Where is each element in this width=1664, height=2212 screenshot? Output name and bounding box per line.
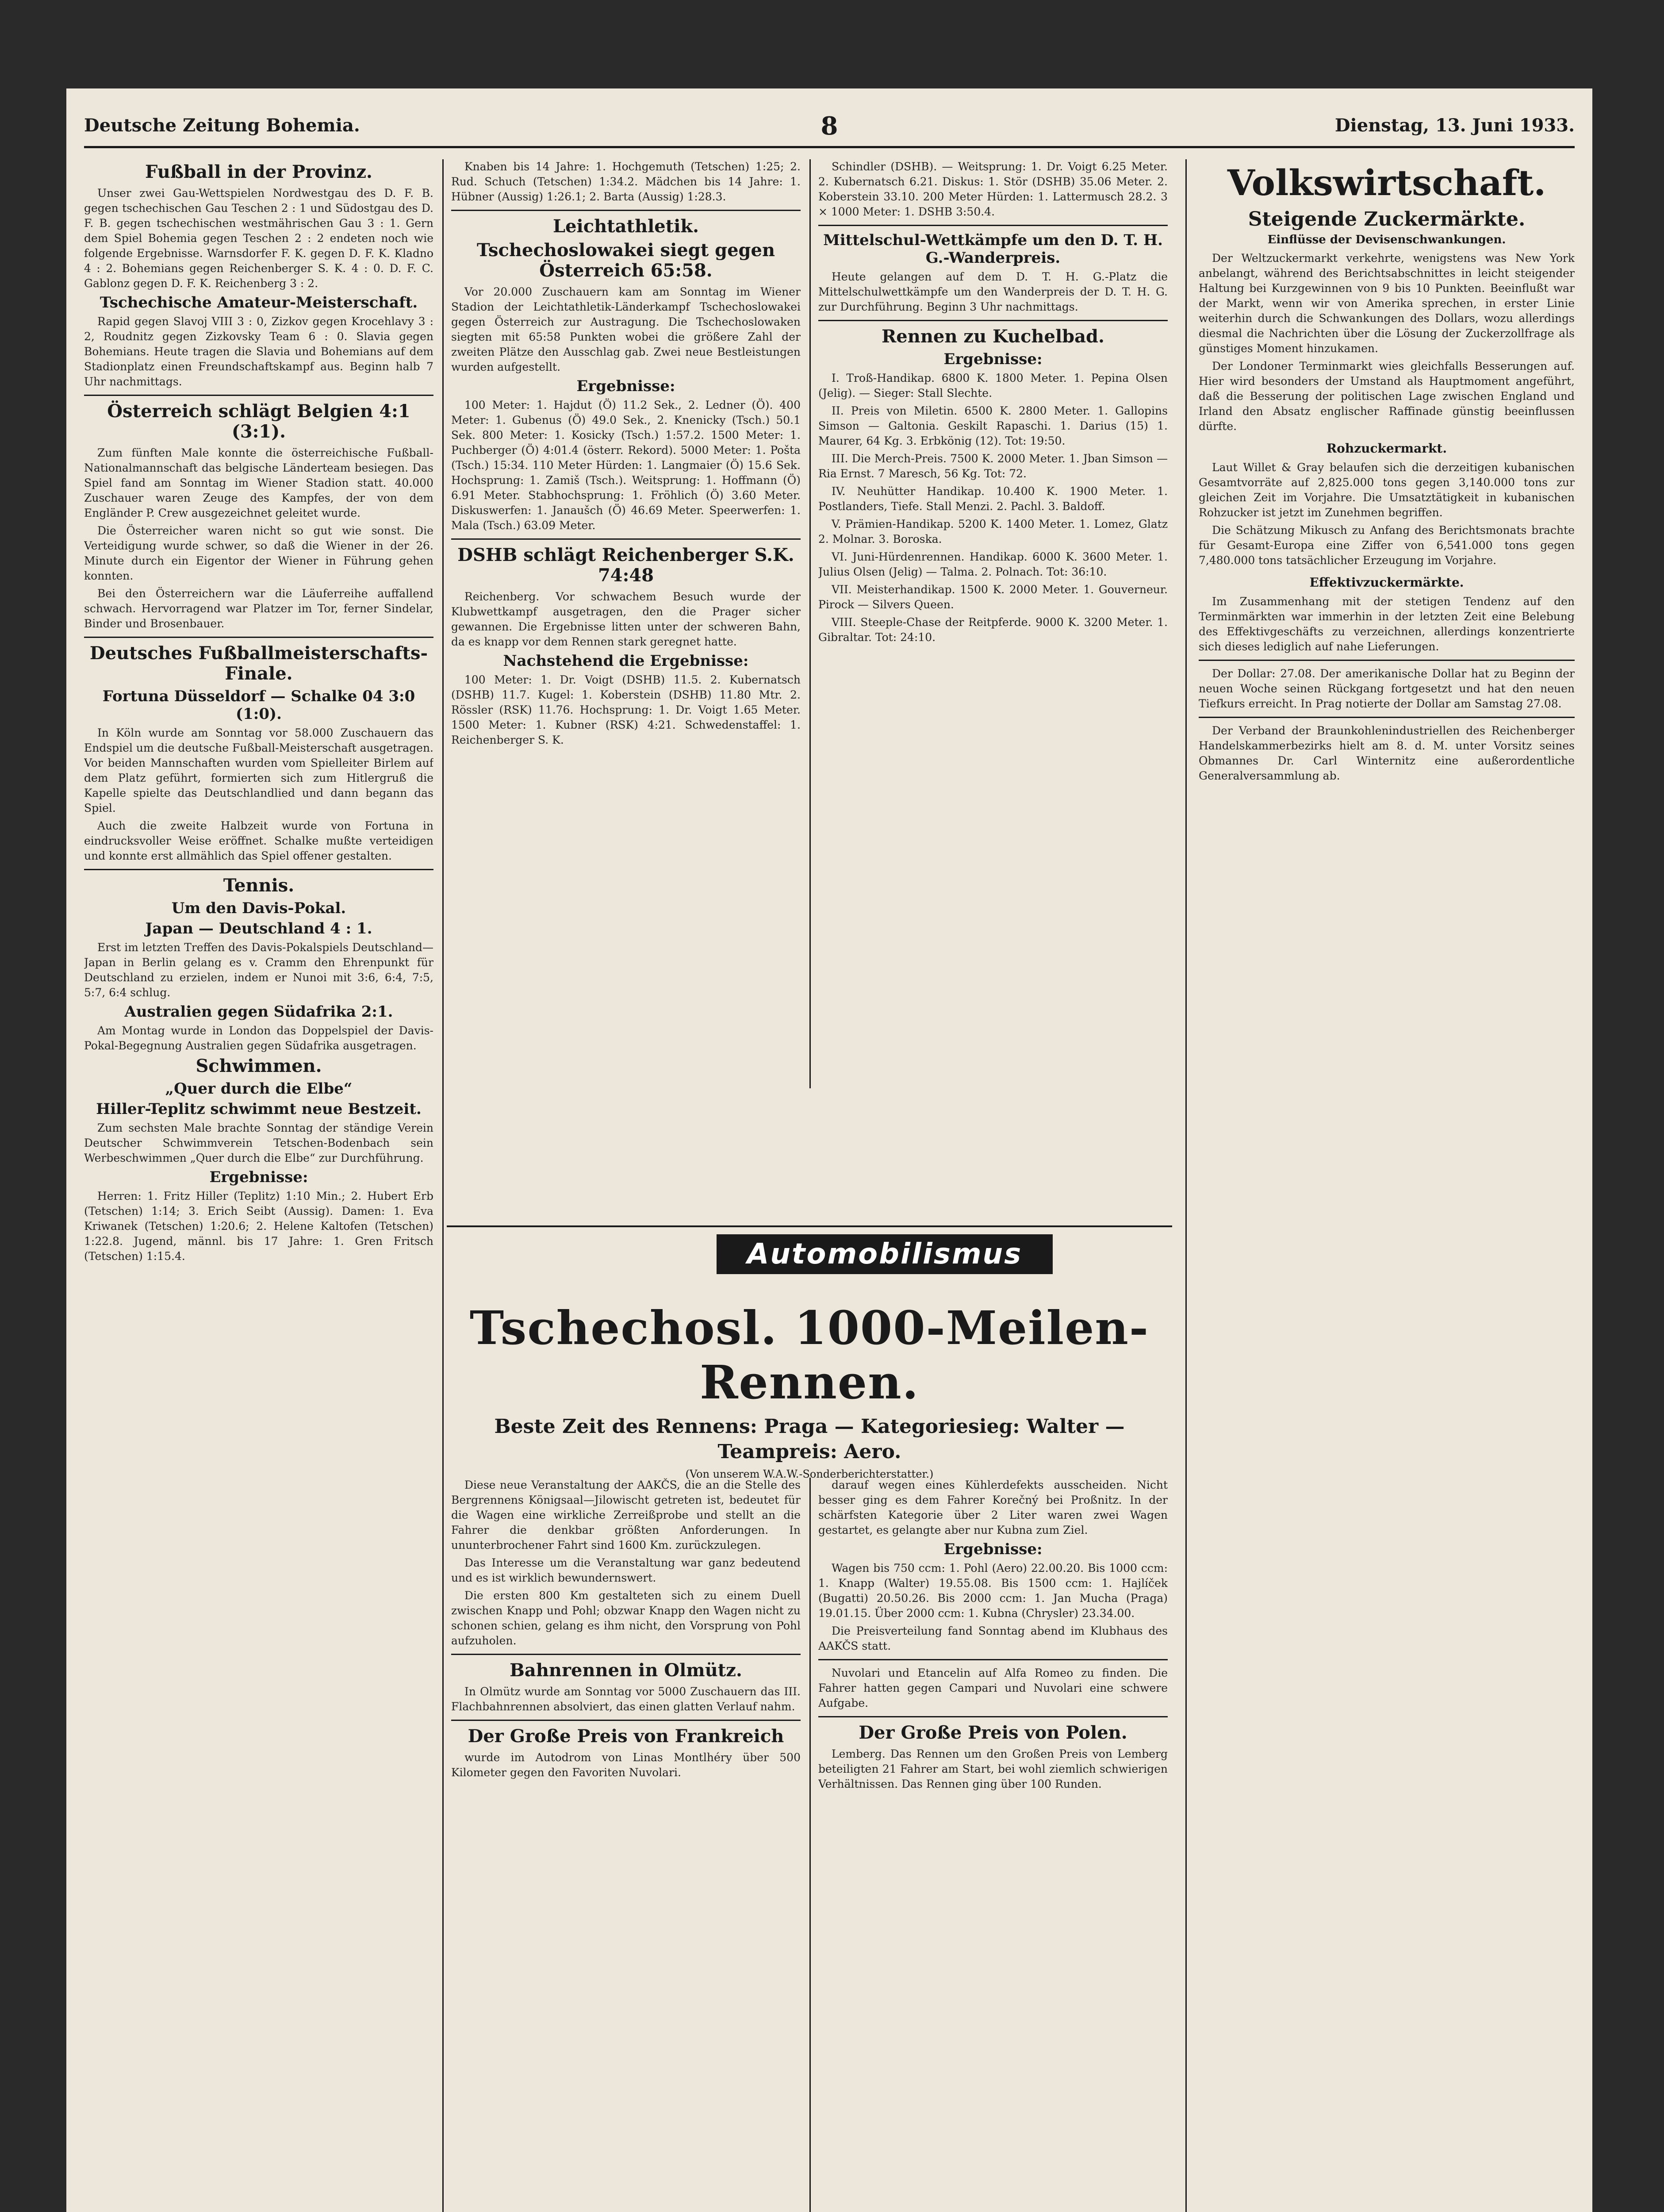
article-text: VIII. Steeple-Chase der Reitpferde. 9000 K. 3200 Meter. 1. Gibraltar. Tot: 24:10. — [818, 616, 1168, 644]
article-text: VII. Meisterhandikap. 1500 K. 2000 Meter. 1. Gouverneur. Pirock — Silvers Queen. — [818, 583, 1168, 611]
newspaper-page — [66, 88, 1592, 2212]
separator — [818, 225, 1168, 226]
subheadline: Australien gegen Südafrika 2:1. — [124, 1003, 393, 1021]
section-banner: Automobilismus — [717, 1234, 1053, 1274]
headline: Bahnrennen in Olmütz. — [510, 1660, 742, 1681]
subheadline: „Quer durch die Elbe“ — [165, 1080, 353, 1098]
separator — [451, 210, 801, 211]
subheadline: Um den Davis-Pokal. — [171, 899, 346, 917]
article-text: Laut Willet & Gray belaufen sich die derzeitigen kubanischen Gesamtvorräte auf 2,825.000 tons gegen 3,140.000 tons zur gleichen Zeit im Vorjahre. Die Umsatztätigkeit in kubanischen Rohzucker ist jetzt im Zunehmen begriffen. — [1199, 461, 1575, 519]
separator — [818, 320, 1168, 321]
newspaper-name: Deutsche Zeitung Bohemia. — [84, 115, 360, 136]
article-text: Diese neue Veranstaltung der AAKČS, die an die Stelle des Bergrennens Königsaal—Jilowischt getreten ist, bedeutet für die Wagen eine wirkliche Zerreißprobe und stellt an die Fahrer die denkbar größten Anforderungen. In ununterbrochener Fahrt sind 1600 Km. zurückzulegen. — [451, 1479, 801, 1551]
subheadline: Nachstehend die Ergebnisse: — [503, 652, 749, 670]
separator — [818, 1716, 1168, 1717]
article-text: Der Londoner Terminmarkt wies gleichfalls Besserungen auf. Hier wird besonders der Umstand als Hauptmoment angeführt, daß die Besserung der politischen Lage zwischen England und Irland den Absatz englischer Raffinade günstig beeinflussen dürfte. — [1199, 360, 1575, 433]
article-text: V. Prämien-Handikap. 5200 K. 1400 Meter. 1. Lomez, Glatz 2. Molnar. 3. Boroska. — [818, 518, 1168, 545]
article-text: III. Die Merch-Preis. 7500 K. 2000 Meter. 1. Jban Simson — Ria Ernst. 7 Maresch, 56 Kg. Tot: 72. — [818, 452, 1168, 480]
subheadline: Tschechische Amateur-Meisterschaft. — [100, 294, 418, 311]
article-text: Die Preisverteilung fand Sonntag abend im Klubhaus des AAKČS statt. — [818, 1624, 1168, 1652]
article-text: In Olmütz wurde am Sonntag vor 5000 Zuschauern das III. Flachbahnrennen absolviert, das einen glatten Verlauf nahm. — [451, 1685, 801, 1713]
separator — [1199, 717, 1575, 718]
page-header — [84, 111, 1575, 142]
article-text: Erst im letzten Treffen des Davis-Pokalspiels Deutschland—Japan in Berlin gelang es v. Cramm den Ehrenpunkt für Deutschland zu erzielen, indem er Nunoi mit 3:6, 6:4, 7:5, 5:7, 6:4 schlug. — [84, 941, 433, 999]
separator — [84, 869, 433, 870]
headline: Tschechosl. 1000-Meilen-Rennen. — [469, 1301, 1150, 1409]
headline: Deutsches Fußballmeisterschafts-Finale. — [89, 643, 428, 684]
separator — [451, 1654, 801, 1655]
subheadline: Hiller-Teplitz schwimmt neue Bestzeit. — [96, 1100, 422, 1118]
article-text: Bei den Österreichern war die Läuferreihe auffallend schwach. Hervorragend war Platzer im Tor, ferner Sindelar, Binder und Brosenbauer. — [84, 587, 433, 630]
article-text: Reichenberg. Vor schwachem Besuch wurde der Klubwettkampf ausgetragen, den die Prager sicher gewannen. Die Ergebnisse litten unter der schweren Bahn, da es knapp vor dem Rennen stark geregnet hatte. — [451, 590, 801, 648]
headline: Rennen zu Kuchelbad. — [882, 326, 1104, 347]
article-text: Die Österreicher waren nicht so gut wie sonst. Die Verteidigung wurde schwer, so daß die Wiener in der 26. Minute durch ein Eigentor der Wiener in Führung gehen konnten. — [84, 524, 433, 582]
subheadline: Japan — Deutschland 4 : 1. — [145, 920, 372, 937]
subheadline: Ergebnisse: — [576, 377, 675, 395]
article-text: Zum sechsten Male brachte Sonntag der ständige Verein Deutscher Schwimmverein Tetschen-Bodenbach sein Werbeschwimmen „Quer durch die Elbe“ zur Durchführung. — [84, 1121, 433, 1164]
article-text: Heute gelangen auf dem D. T. H. G.-Platz die Mittelschulwettkämpfe um den Wanderpreis der D. T. H. G. zur Durchführung. Beginn 3 Uhr nachmittags. — [818, 270, 1168, 313]
column-sport-1 — [84, 159, 433, 2212]
separator — [84, 637, 433, 638]
article-text: 100 Meter: 1. Dr. Voigt (DSHB) 11.5. 2. Kubernatsch (DSHB) 11.7. Kugel: 1. Koberstein (DSHB) 11.80 Mtr. 2. Rössler (RSK) 11.76. Hochsprung: 1. Dr. Voigt 1.65 Meter. 1500 Meter: 1. Kubner (RSK) 4:21. Schwedenstaffel: 1. Reichenberger S. K. — [451, 673, 801, 746]
article-text: In Köln wurde am Sonntag vor 58.000 Zuschauern das Endspiel um die deutsche Fußball-Meisterschaft ausgetragen. Vor beiden Mannschaften wurden vom Spielleiter Birlem auf dem Platz geführt, formierten sich zum Hitlergruß die Kapelle spielte das Deutschlandlied und dann begann das Spiel. — [84, 726, 433, 814]
article-text: VI. Juni-Hürdenrennen. Handikap. 6000 K. 3600 Meter. 1. Julius Olsen (Jelig) — Talma. 2. Polnach. Tot: 36:10. — [818, 550, 1168, 578]
article-text: 100 Meter: 1. Hajdut (Ö) 11.2 Sek., 2. Ledner (Ö). 400 Meter: 1. Gubenus (Ö) 49.0 Sek., 2. Knenicky (Tsch.) 50.1 Sek. 800 Meter: 1. Kosicky (Tsch.) 1:57.2. 1500 Meter: 1. Puchberger (Ö) 4:01.4 (österr. Rekord). 5000 Meter: 1. Pošta (Tsch.) 15:34. 110 Meter Hürden: 1. Langmaier (Ö) 15.6 Sek. Hochsprung: 1. Zamiš (Tsch.). Weitsprung: 1. Hoffmann (Ö) 6.91 Meter. Stabhochsprung: 1. Fröhlich (Ö) 3.60 Meter. Diskuswerfen: 1. Janaušch (Ö) 46.69 Meter. Speerwerfen: 1. Mala (Tsch.) 63.09 Meter. — [451, 399, 801, 532]
article-text: Wagen bis 750 ccm: 1. Pohl (Aero) 22.00.20. Bis 1000 ccm: 1. Knapp (Walter) 19.55.08. Bis 1500 ccm: 1. Hajlíček (Bugatti) 20.50.26. Bis 2000 ccm: 1. Jan Mucha (Praga) 19.01.15. Über 2000 ccm: 1. Kubna (Chrysler) 23.34.00. — [818, 1562, 1168, 1620]
header-rule — [84, 146, 1575, 148]
article-text: II. Preis von Miletin. 6500 K. 2800 Meter. 1. Gallopins Simson — Galtonia. Geskilt Rapaschi. 1. Darius (15) 1. Maurer, 64 Kg. 3. Erbkönig (12). Tot: 19:50. — [818, 404, 1168, 447]
column-automobil-2 — [818, 1478, 1168, 2212]
article-text: Lemberg. Das Rennen um den Großen Preis von Lemberg beteiligten 21 Fahrer am Start, bei wohl ziemlich schwierigen Verhältnissen. Das Rennen ging über 100 Runden. — [818, 1747, 1168, 1790]
section-rule — [447, 1225, 1172, 1227]
separator — [451, 1720, 801, 1721]
subheadline: Fortuna Düsseldorf — Schalke 04 3:0 (1:0). — [102, 687, 415, 723]
column-divider — [809, 159, 811, 1088]
article-text: Rapid gegen Slavoj VIII 3 : 0, Zizkov gegen Krocehlavy 3 : 2, Roudnitz gegen Zizkovsky Team 6 : 0. Slavia gegen Bohemians. Heute tragen die Slavia und Bohemians auf dem Stadionplatz einen Freundschaftskampf aus. Beginn halb 7 Uhr nachmittags. — [84, 315, 433, 388]
headline: Der Große Preis von Polen. — [859, 1722, 1127, 1743]
column-divider — [442, 159, 444, 2212]
issue-date: Dienstag, 13. Juni 1933. — [1334, 115, 1575, 136]
article-text: Nuvolari und Etancelin auf Alfa Romeo zu finden. Die Fahrer hatten gegen Campari und Nuvolari eine schwere Aufgabe. — [818, 1667, 1168, 1709]
column-economy — [1199, 159, 1575, 2212]
headline: Steigende Zuckermärkte. — [1248, 208, 1526, 230]
subheadline: Beste Zeit des Rennens: Praga — Kategoriesieg: Walter — Teampreis: Aero. — [494, 1415, 1125, 1463]
article-text: Der Weltzuckermarkt verkehrte, wenigstens was New York anbelangt, während des Berichtsabschnittes in leicht steigender Haltung bei Kurzgewinnen von 9 bis 10 Punkten. Beeinflußt war der Markt, wenn wir von Amerika sprechen, in erster Linie weiterhin durch die Schwankungen des Dollars, wozu allerdings diesmal die Nachrichten über die Lösung der Zuckerzollfrage als günstiges Moment hinzukamen. — [1199, 252, 1575, 355]
automobil-headline-block — [451, 1283, 1168, 1481]
article-text: Das Interesse um die Veranstaltung war ganz bedeutend und es ist wirklich bewundernswert. — [451, 1556, 801, 1584]
article-text: Der Dollar: 27.08. Der amerikanische Dollar hat zu Beginn der neuen Woche seinen Rückgang fortgesetzt und hat den neuen Tiefkurs erreicht. In Prag notierte der Dollar am Samstag 27.08. — [1199, 667, 1575, 710]
section-title: Volkswirtschaft. — [1227, 162, 1546, 204]
subheadline: Effektivzuckermärkte. — [1309, 575, 1464, 590]
column-divider — [809, 1478, 811, 2212]
article-text: Vor 20.000 Zuschauern kam am Sonntag im Wiener Stadion der Leichtathletik-Länderkampf Tschechoslowakei gegen Österreich zur Austragung. Die Tschechoslowaken siegten mit 65:58 Punkten wobei die größere Zahl der zweiten Plätze den Ausschlag gab. Zwei neue Bestleistungen wurden aufgestellt. — [451, 285, 801, 373]
headline: Leichtathletik. — [552, 216, 699, 237]
article-text: darauf wegen eines Kühlerdefekts ausscheiden. Nicht besser ging es dem Fahrer Korečný bei Proßnitz. In der schärfsten Kategorie über 2 Liter waren zwei Wagen gestartet, es gelangte aber nur Kubna zum Ziel. — [818, 1479, 1168, 1536]
article-text: Herren: 1. Fritz Hiller (Teplitz) 1:10 Min.; 2. Hubert Erb (Tetschen) 1:14; 3. Erich Seibt (Aussig). Damen: 1. Eva Kriwanek (Tetschen) 1:20.6; 2. Helene Kaltofen (Tetschen) 1:22.8. Jugend, männl. bis 17 Jahre: 1. Gren Fritsch (Tetschen) 1:15.4. — [84, 1190, 433, 1263]
separator — [84, 395, 433, 396]
subheadline: Ergebnisse: — [943, 1540, 1043, 1558]
column-sport-3 — [818, 159, 1168, 1088]
headline: Tschechoslowakei siegt gegen Österreich 65:58. — [476, 240, 775, 281]
article-text: Die Schätzung Mikusch zu Anfang des Berichtsmonats brachte für Gesamt-Europa eine Ziffer von 6,541.000 tons gegen 7,480.000 tons tatsächlicher Erzeugung im Vorjahre. — [1199, 524, 1575, 567]
article-text: Unser zwei Gau-Wettspielen Nordwestgau des D. F. B. gegen tschechischen Gau Teschen 2 : 1 und Südostgau des D. F. B. gegen tschechischen westmährischen Gau 3 : 1. Gern dem Spiel Bohemia gegen Teschen 2 : 2 endeten noch wie folgende Ergebnisse. Warnsdorfer F. K. gegen D. F. K. Kladno 4 : 2. Bohemians gegen Reichenberger S. K. 4 : 0. D. F. C. Gablonz gegen D. F. K. Reichenberg 3 : 2. — [84, 187, 433, 290]
separator — [818, 1659, 1168, 1660]
article-text: Am Montag wurde in London das Doppelspiel der Davis-Pokal-Begegnung Australien gegen Südafrika ausgetragen. — [84, 1024, 433, 1052]
column-automobil-1 — [451, 1478, 801, 2212]
headline: Fußball in der Provinz. — [145, 161, 372, 182]
article-text: Zum fünften Male konnte die österreichische Fußball-Nationalmannschaft das belgische Länderteam besiegen. Das Spiel fand am Sonntag im Wiener Stadion statt. 40.000 Zuschauer waren Zeuge des Kampfes, der von dem Engländer P. Crew ausgezeichnet geleitet wurde. — [84, 446, 433, 519]
subheadline: Mittelschul-Wettkämpfe um den D. T. H. G.-Wanderpreis. — [823, 231, 1163, 267]
subheadline: Rohzuckermarkt. — [1326, 441, 1447, 456]
article-text: I. Troß-Handikap. 6800 K. 1800 Meter. 1. Pepina Olsen (Jelig). — Sieger: Stall Slechte. — [818, 372, 1168, 399]
page-number: 8 — [820, 111, 838, 141]
article-text: Der Verband der Braunkohlenindustriellen des Reichenberger Handelskammerbezirks hielt am 8. d. M. unter Vorsitz seines Obmannes Dr. Carl Winternitz eine außerordentliche Generalversammlung ab. — [1199, 724, 1575, 782]
article-text: Knaben bis 14 Jahre: 1. Hochgemuth (Tetschen) 1:25; 2. Rud. Schuch (Tetschen) 1:34.2. Mädchen bis 14 Jahre: 1. Hübner (Aussig) 1:26.1; 2. Barta (Aussig) 1:28.3. — [451, 160, 801, 203]
headline: Der Große Preis von Frankreich — [468, 1726, 784, 1747]
article-text: wurde im Autodrom von Linas Montlhéry über 500 Kilometer gegen den Favoriten Nuvolari. — [451, 1751, 801, 1779]
article-text: Schindler (DSHB). — Weitsprung: 1. Dr. Voigt 6.25 Meter. 2. Kubernatsch 6.21. Diskus: 1. Stör (DSHB) 35.06 Meter. 2. Koberstein 33.10. 200 Meter Hürden: 1. Lattermusch 28.2. 3 × 1000 Meter: 1. DSHB 3:50.4. — [818, 160, 1168, 218]
separator — [1199, 660, 1575, 661]
headline: Österreich schlägt Belgien 4:1 (3:1). — [107, 401, 410, 442]
column-sport-2 — [451, 159, 801, 1088]
article-text: Im Zusammenhang mit der stetigen Tendenz auf den Terminmärkten war immerhin in der letzten Zeit eine Belebung des Effektivgeschäfts zu verzeichnen, allerdings konzentrierte sich dieses lediglich auf nahe Lieferungen. — [1199, 595, 1575, 653]
byline: (Von unserem W.A.W.-Sonderberichterstatter.) — [685, 1468, 934, 1481]
article-text: IV. Neuhütter Handikap. 10.400 K. 1900 Meter. 1. Postlanders, Tiefe. Stall Menzi. 2. Pachl. 3. Baldoff. — [818, 485, 1168, 513]
headline: Schwimmen. — [196, 1056, 322, 1076]
subheadline: Einflüsse der Devisenschwankungen. — [1267, 233, 1506, 246]
article-text: Die ersten 800 Km gestalteten sich zu einem Duell zwischen Knapp und Pohl; obzwar Knapp den Wagen nicht zu schonen schien, gelang es ihm nicht, den Vorsprung von Pohl aufzuholen. — [451, 1589, 801, 1647]
headline: DSHB schlägt Reichenberger S.K. 74:48 — [457, 545, 794, 586]
headline: Tennis. — [223, 875, 295, 896]
column-divider — [1185, 159, 1187, 2212]
separator — [451, 538, 801, 540]
subheadline: Ergebnisse: — [209, 1168, 308, 1186]
subheadline: Ergebnisse: — [943, 350, 1043, 368]
article-text: Auch die zweite Halbzeit wurde von Fortuna in eindrucksvoller Weise eröffnet. Schalke mußte verteidigen und konnte erst allmählich das Spiel offener gestalten. — [84, 819, 433, 862]
